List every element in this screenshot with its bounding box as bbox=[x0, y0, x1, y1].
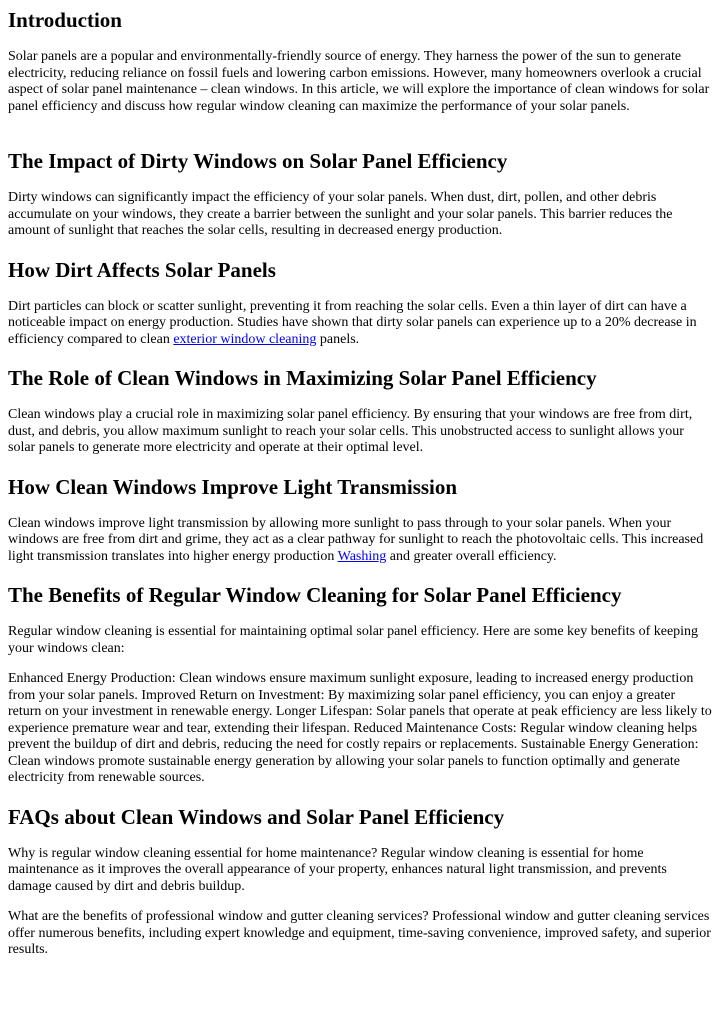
faq-paragraph-2: What are the benefits of professional window and gutter cleaning services? Professional window and gutter cleaning services offer numerous benefits, including expert knowledge and equipment, time-saving convenience, improved safety, and superior results. bbox=[8, 909, 711, 957]
light-transmission-text-after: and greater overall efficiency. bbox=[386, 548, 557, 564]
light-transmission-text-before: Clean windows improve light transmission by allowing more sunlight to pass through to your solar panels. When your windows are free from dirt and grime, they act as a clear pathway for sunlight to reach the photovoltaic cells. This increased light transmission translates into higher energy production bbox=[8, 515, 704, 564]
heading-role-clean-windows: The Role of Clean Windows in Maximizing Solar Panel Efficiency bbox=[8, 366, 597, 390]
role-paragraph: Clean windows play a crucial role in maximizing solar panel efficiency. By ensuring that your windows are free from dirt, dust, and debris, you allow maximum sunlight to reach your solar cells. This unobstructed access to sunlight allows your solar panels to generate more electricity and operate at their optimal level. bbox=[8, 407, 693, 455]
heading-how-dirt-affects: How Dirt Affects Solar Panels bbox=[8, 257, 276, 282]
heading-introduction: Introduction bbox=[8, 8, 122, 32]
heading-benefits: The Benefits of Regular Window Cleaning for Solar Panel Efficiency bbox=[8, 583, 622, 607]
benefits-intro-paragraph: Regular window cleaning is essential for maintaining optimal solar panel efficiency. Here are some key benefits of keeping your windows clean: bbox=[8, 624, 699, 656]
heading-light-transmission: How Clean Windows Improve Light Transmission bbox=[8, 474, 458, 499]
intro-paragraph: Solar panels are a popular and environmentally-friendly source of energy. They harness the power of the sun to generate electricity, reducing reliance on fossil fuels and lowering carbon emissions. However, many homeowners overlook a crucial aspect of solar panel maintenance – clean windows. In this article, we will explore the importance of clean windows for solar panel efficiency and discuss how regular window cleaning can maximize the performance of your solar panels. bbox=[8, 49, 710, 114]
heading-impact-dirty-windows: The Impact of Dirty Windows on Solar Panel Efficiency bbox=[8, 149, 508, 173]
washing-link[interactable]: Washing bbox=[337, 548, 387, 564]
dirt-affects-paragraph bbox=[8, 299, 712, 349]
article bbox=[0, 8, 720, 959]
impact-paragraph: Dirty windows can significantly impact the efficiency of your solar panels. When dust, dirt, pollen, and other debris accumulate on your windows, they create a barrier between the sunlight and your solar panels. This barrier reduces the amount of sunlight that reaches the solar cells, resulting in decreased energy production. bbox=[8, 190, 673, 238]
light-transmission-paragraph bbox=[8, 516, 712, 566]
benefits-list-paragraph: Enhanced Energy Production: Clean windows ensure maximum sunlight exposure, leading to increased energy production from your solar panels. Improved Return on Investment: By maximizing solar panel efficiency, you can enjoy a greater return on your investment in renewable energy. Longer Lifespan: Solar panels that operate at peak efficiency are less likely to experience premature wear and tear, extending their lifespan. Reduced Maintenance Costs: Regular window cleaning helps prevent the buildup of dirt and debris, reducing the need for costly repairs or replacements. Sustainable Energy Generation: Clean windows promote sustainable energy generation by allowing your solar panels to function optimally and generate electricity from renewable sources. bbox=[8, 671, 712, 785]
dirt-affects-text-before: Dirt particles can block or scatter sunlight, preventing it from reaching the solar cells. Even a thin layer of dirt can have a noticeable impact on energy production. Studies have shown that dirty solar panels can experience up to a 20% decrease in efficiency compared to clean bbox=[8, 298, 697, 347]
faq-paragraph-1: Why is regular window cleaning essential for home maintenance? Regular window cleaning is essential for home maintenance as it improves the overall appearance of your property, enhances natural light transmission, and prevents damage caused by dirt and debris buildup. bbox=[8, 845, 667, 894]
exterior-window-cleaning-link[interactable]: exterior window cleaning bbox=[173, 331, 317, 347]
dirt-affects-text-after: panels. bbox=[316, 331, 360, 347]
heading-faqs: FAQs about Clean Windows and Solar Panel Efficiency bbox=[8, 804, 505, 829]
